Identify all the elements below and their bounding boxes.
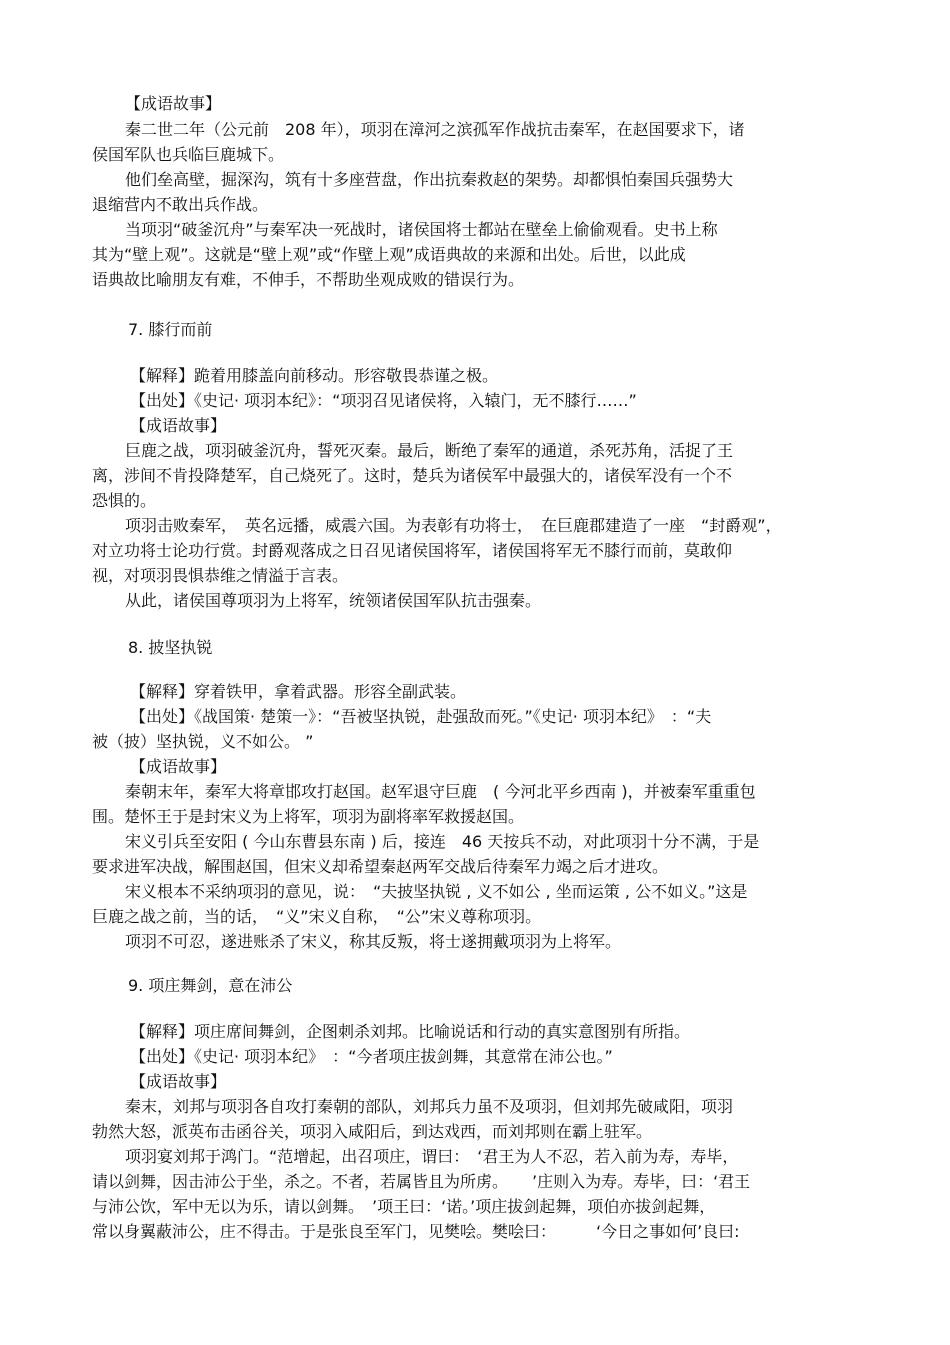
explanation-line: 【解释】穿着铁甲，拿着武器。形容全副武装。 — [130, 682, 467, 701]
paragraph-line: 项羽宴刘邦于鸿门。“范增起，出召项庄，谓曰： ‘君王为人不忍，若入前为寿，寿毕， — [125, 1147, 739, 1166]
paragraph-line: 其为“壁上观”。这就是“壁上观”或“作壁上观”成语典故的来源和出处。后世，以此成 — [92, 245, 686, 264]
paragraph-line: 巨鹿之战，项羽破釜沉舟，誓死灭秦。最后，断绝了秦军的通道，杀死苏角，活捉了王 — [125, 441, 734, 460]
paragraph-line: 当项羽“破釜沉舟”与秦军决一死战时，诸侯国将士都站在壁垒上偷偷观看。史书上称 — [125, 220, 718, 239]
idiom-heading: 7. 膝行而前 — [128, 320, 213, 339]
source-line: 【出处】《战国策· 楚策一》：“吾被坚执锐，赴强敌而死。”《史记· 项羽本纪》 ：“夫 — [130, 707, 712, 726]
paragraph-line: 他们垒高壁，掘深沟，筑有十多座营盘，作出抗秦救赵的架势。却都惧怕秦国兵强势大 — [125, 170, 734, 189]
explanation-line: 【解释】项庄席间舞剑，企图刺杀刘邦。比喻说话和行动的真实意图别有所指。 — [130, 1022, 691, 1041]
section-heading: 【成语故事】 — [130, 1072, 227, 1091]
idiom-heading: 8. 披坚执锐 — [128, 638, 213, 657]
paragraph-line: 与沛公饮，军中无以为乐，请以剑舞。 ’项王曰：‘诺。’项庄拔剑起舞，项伯亦拔剑起舞， — [92, 1197, 716, 1216]
section-heading: 【成语故事】 — [130, 757, 227, 776]
paragraph-line: 常以身翼蔽沛公，庄不得击。于是张良至军门，见樊哙。樊哙曰： ‘今日之事如何’良曰: — [92, 1222, 740, 1241]
paragraph-line: 项羽击败秦军， 英名远播，威震六国。为表彰有功将士， 在巨鹿郡建造了一座 “封爵观”， — [125, 516, 782, 535]
paragraph-line: 要求进军决战，解围赵国，但宋义却希望秦赵两军交战后待秦军力竭之后才进攻。 — [92, 857, 669, 876]
section-heading: 【成语故事】 — [125, 94, 222, 113]
paragraph-line: 离，涉间不肯投降楚军，自己烧死了。这时，楚兵为诸侯军中最强大的，诸侯军没有一个不 — [92, 466, 733, 485]
paragraph-line: 秦朝末年，秦军大将章邯攻打赵国。赵军退守巨鹿 ( 今河北平乡西南 )，并被秦军重重包 — [125, 782, 756, 801]
paragraph-line: 秦末，刘邦与项羽各自攻打秦朝的部队，刘邦兵力虽不及项羽，但刘邦先破咸阳，项羽 — [125, 1097, 734, 1116]
paragraph-line: 宋义引兵至安阳 ( 今山东曹县东南 ) 后，接连 46 天按兵不动，对此项羽十分不满，于是 — [125, 832, 760, 851]
paragraph-line: 视，对项羽畏惧恭维之情溢于言表。 — [92, 566, 349, 585]
paragraph-line: 退缩营内不敢出兵作战。 — [92, 195, 269, 214]
paragraph-line: 勃然大怒，派英布击函谷关，项羽入咸阳后，到达戏西，而刘邦则在霸上驻军。 — [92, 1122, 653, 1141]
paragraph-line: 请以剑舞，因击沛公于坐，杀之。不者，若属皆且为所虏。 ’庄则入为寿。寿毕，曰：‘君王 — [92, 1172, 751, 1191]
source-line: 被（披）坚执锐，义不如公。 ” — [92, 732, 314, 751]
section-heading: 【成语故事】 — [130, 416, 227, 435]
paragraph-line: 侯国军队也兵临巨鹿城下。 — [92, 145, 285, 164]
paragraph-line: 秦二世二年（公元前 208 年），项羽在漳河之滨孤军作战抗击秦军，在赵国要求下，诸 — [125, 120, 745, 139]
paragraph-line: 围。楚怀王于是封宋义为上将军，项羽为副将率军救援赵国。 — [92, 807, 525, 826]
paragraph-line: 恐惧的。 — [92, 491, 157, 510]
paragraph-line: 从此，诸侯国尊项羽为上将军，统领诸侯国军队抗击强秦。 — [125, 591, 542, 610]
paragraph-line: 对立功将士论功行赏。封爵观落成之日召见诸侯国将军，诸侯国将军无不膝行而前，莫敢仰 — [92, 541, 733, 560]
paragraph-line: 宋义根本不采纳项羽的意见，说： “夫披坚执锐 , 义不如公 , 坐而运策 , 公不如义。”这是 — [125, 882, 748, 901]
source-line: 【出处】《史记· 项羽本纪》 ：“今者项庄拔剑舞，其意常在沛公也。” — [130, 1047, 613, 1066]
paragraph-line: 巨鹿之战之前，当的话， “义”宋义自称， “公”宋义尊称项羽。 — [92, 907, 542, 926]
source-line: 【出处】《史记· 项羽本纪》：“项羽召见诸侯将，入辕门，无不膝行……” — [130, 391, 637, 410]
paragraph-line: 语典故比喻朋友有难，不伸手，不帮助坐观成败的错误行为。 — [92, 270, 525, 289]
paragraph-line: 项羽不可忍，遂进账杀了宋义，称其反叛，将士遂拥戴项羽为上将军。 — [125, 932, 622, 951]
idiom-heading: 9. 项庄舞剑，意在沛公 — [128, 976, 293, 995]
explanation-line: 【解释】跪着用膝盖向前移动。形容敬畏恭谨之极。 — [130, 366, 499, 385]
